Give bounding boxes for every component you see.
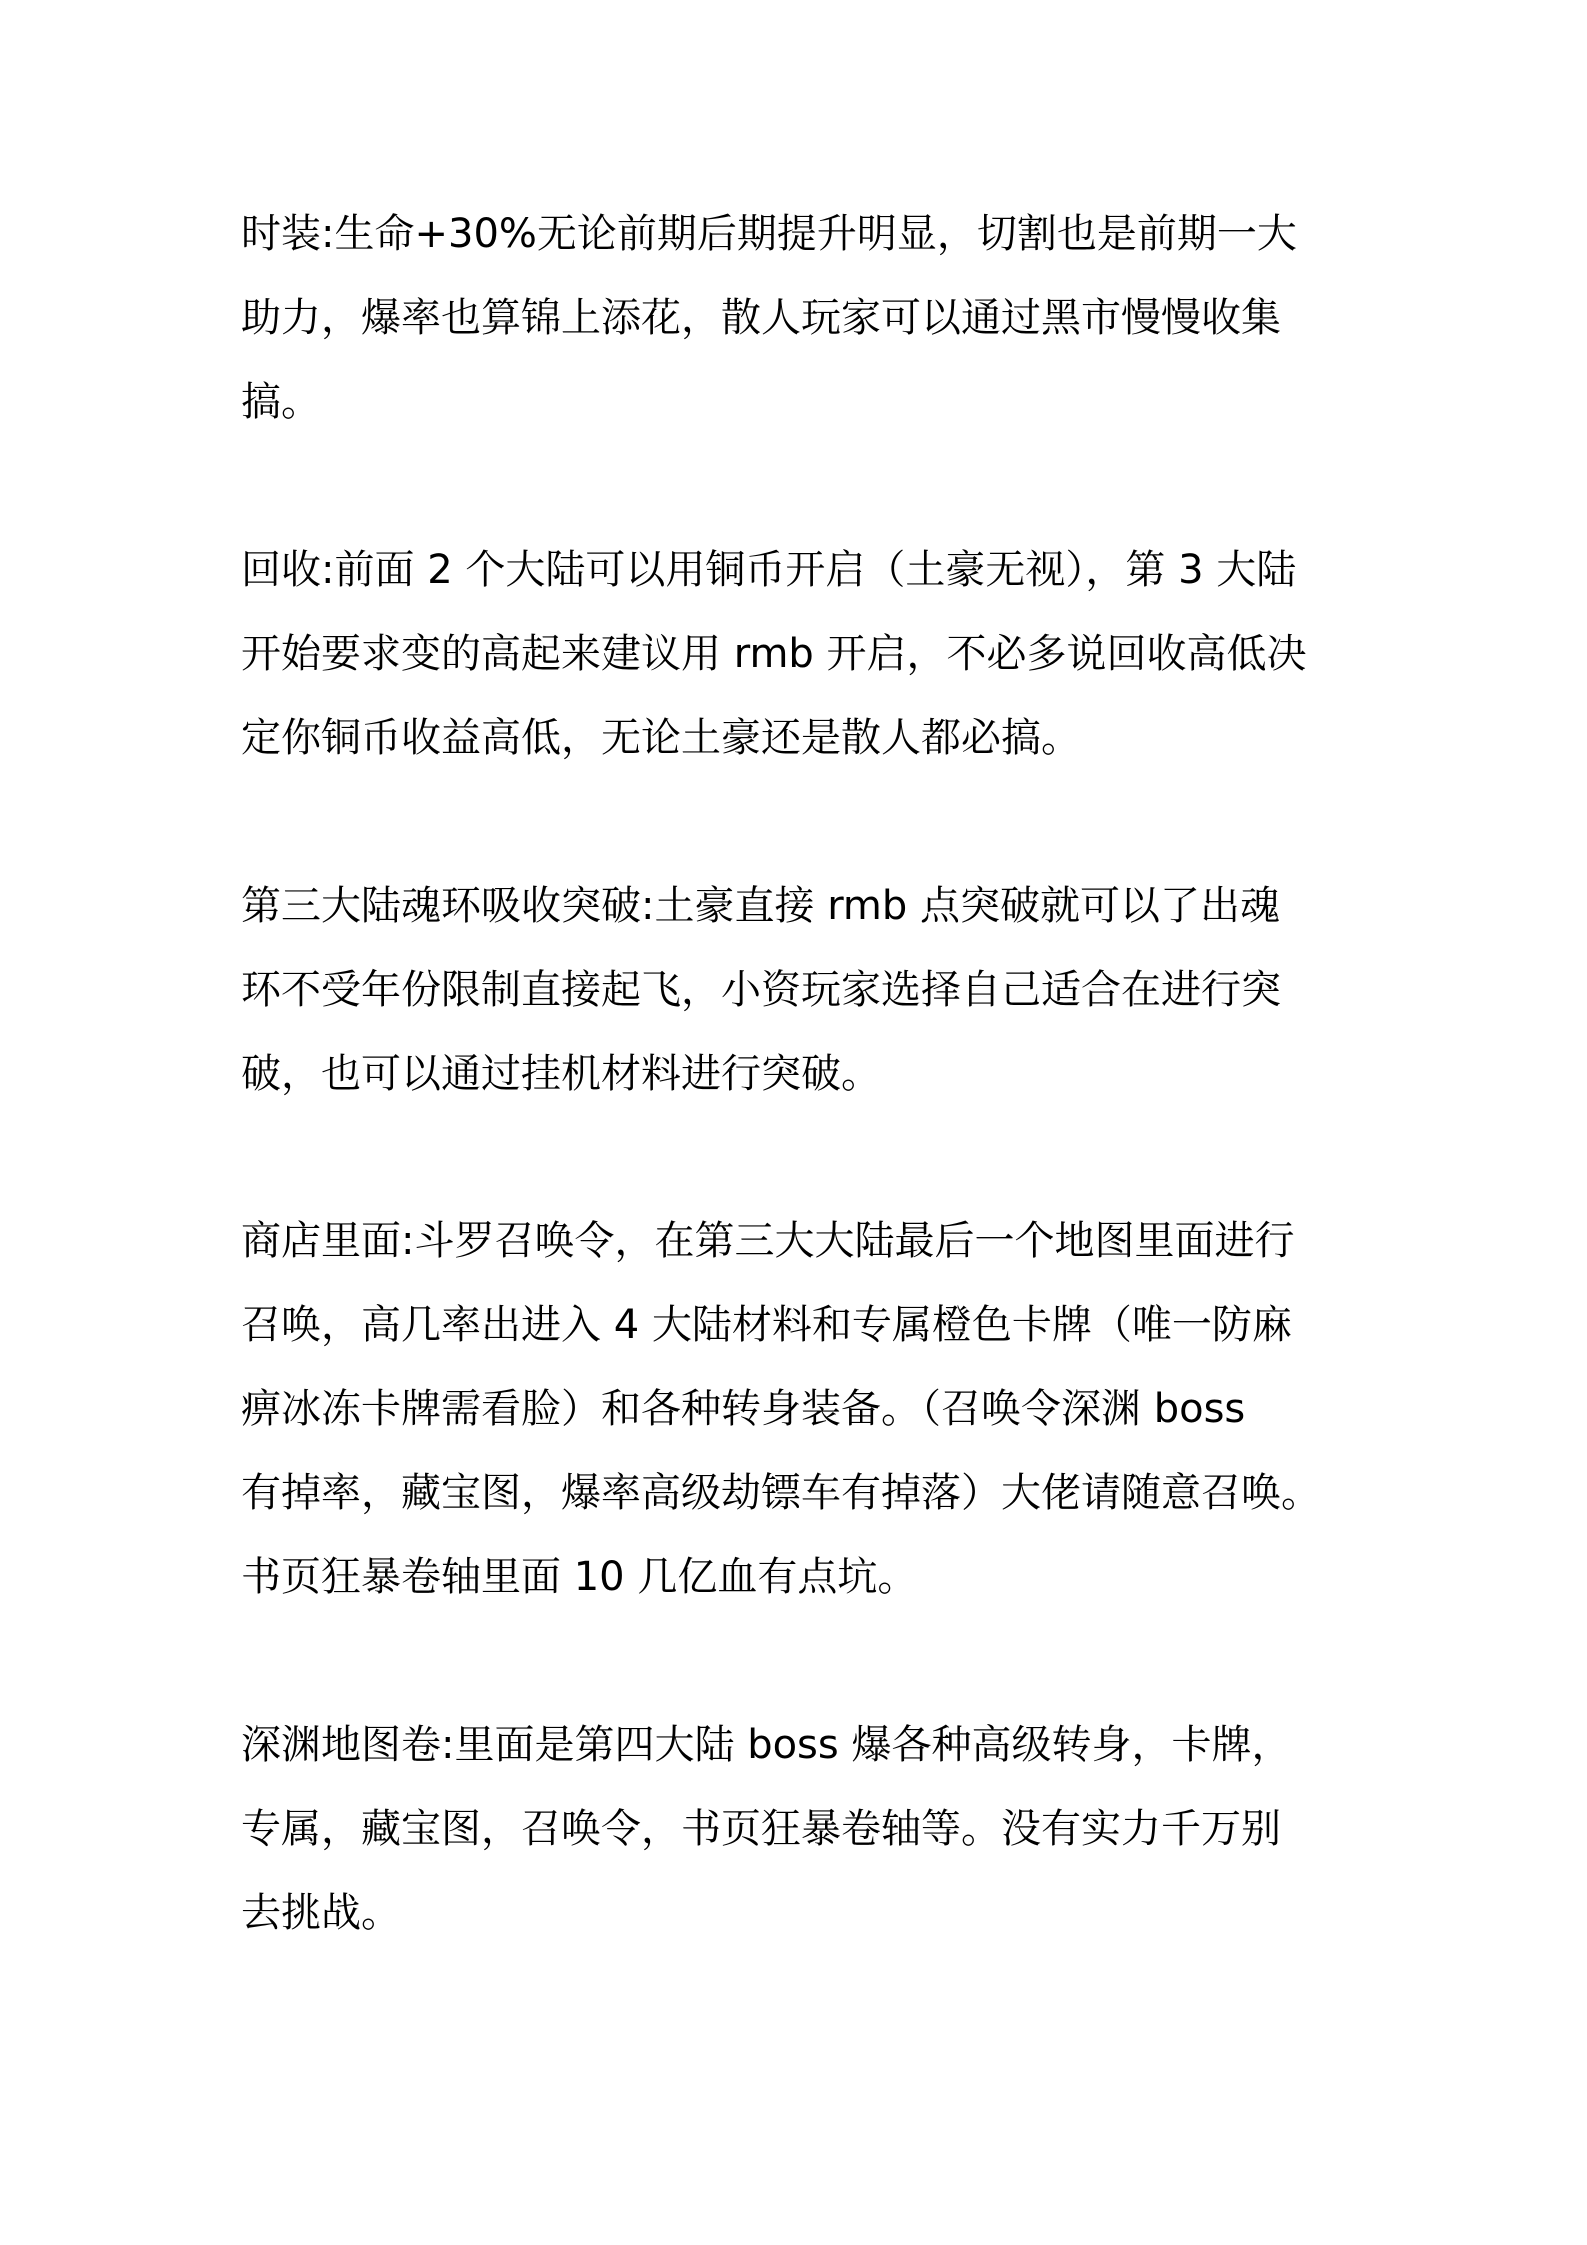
text-line: 定你铜币收益高低，无论土豪还是散人都必搞。 — [241, 715, 1081, 761]
paragraph-soul-ring-breakthrough — [241, 864, 1361, 1116]
text-line: 环不受年份限制直接起飞，小资玩家选择自己适合在进行突 — [241, 967, 1281, 1013]
text-line: 有掉率，藏宝图，爆率高级劫镖车有掉落）大佬请随意召唤。 — [241, 1470, 1321, 1516]
paragraph-abyss-map-scroll — [241, 1703, 1361, 1955]
text-line: 搞。 — [241, 379, 321, 425]
text-line: 专属，藏宝图，召唤令，书页狂暴卷轴等。没有实力千万别 — [241, 1806, 1281, 1852]
text-line: 开始要求变的高起来建议用 rmb 开启，不必多说回收高低决 — [241, 631, 1307, 677]
text-line: 去挑战。 — [241, 1890, 401, 1936]
text-line: 时装:生命+30%无论前期后期提升明显，切割也是前期一大 — [241, 211, 1297, 257]
text-line: 书页狂暴卷轴里面 10 几亿血有点坑。 — [241, 1554, 918, 1600]
text-line: 商店里面:斗罗召唤令，在第三大大陆最后一个地图里面进行 — [241, 1218, 1295, 1264]
paragraph-recycle — [241, 528, 1361, 780]
text-line: 召唤，高几率出进入 4 大陆材料和专属橙色卡牌（唯一防麻 — [241, 1302, 1292, 1348]
paragraph-shop — [241, 1199, 1361, 1619]
text-line: 第三大陆魂环吸收突破:土豪直接 rmb 点突破就可以了出魂 — [241, 883, 1281, 929]
text-line: 破，也可以通过挂机材料进行突破。 — [241, 1051, 881, 1097]
text-line: 回收:前面 2 个大陆可以用铜币开启（土豪无视），第 3 大陆 — [241, 547, 1297, 593]
paragraph-fashion — [241, 192, 1361, 444]
text-line: 深渊地图卷:里面是第四大陆 boss 爆各种高级转身，卡牌， — [241, 1722, 1292, 1768]
text-line: 痹冰冻卡牌需看脸）和各种转身装备。（召唤令深渊 boss — [241, 1386, 1246, 1432]
text-line: 助力，爆率也算锦上添花，散人玩家可以通过黑市慢慢收集 — [241, 295, 1281, 341]
